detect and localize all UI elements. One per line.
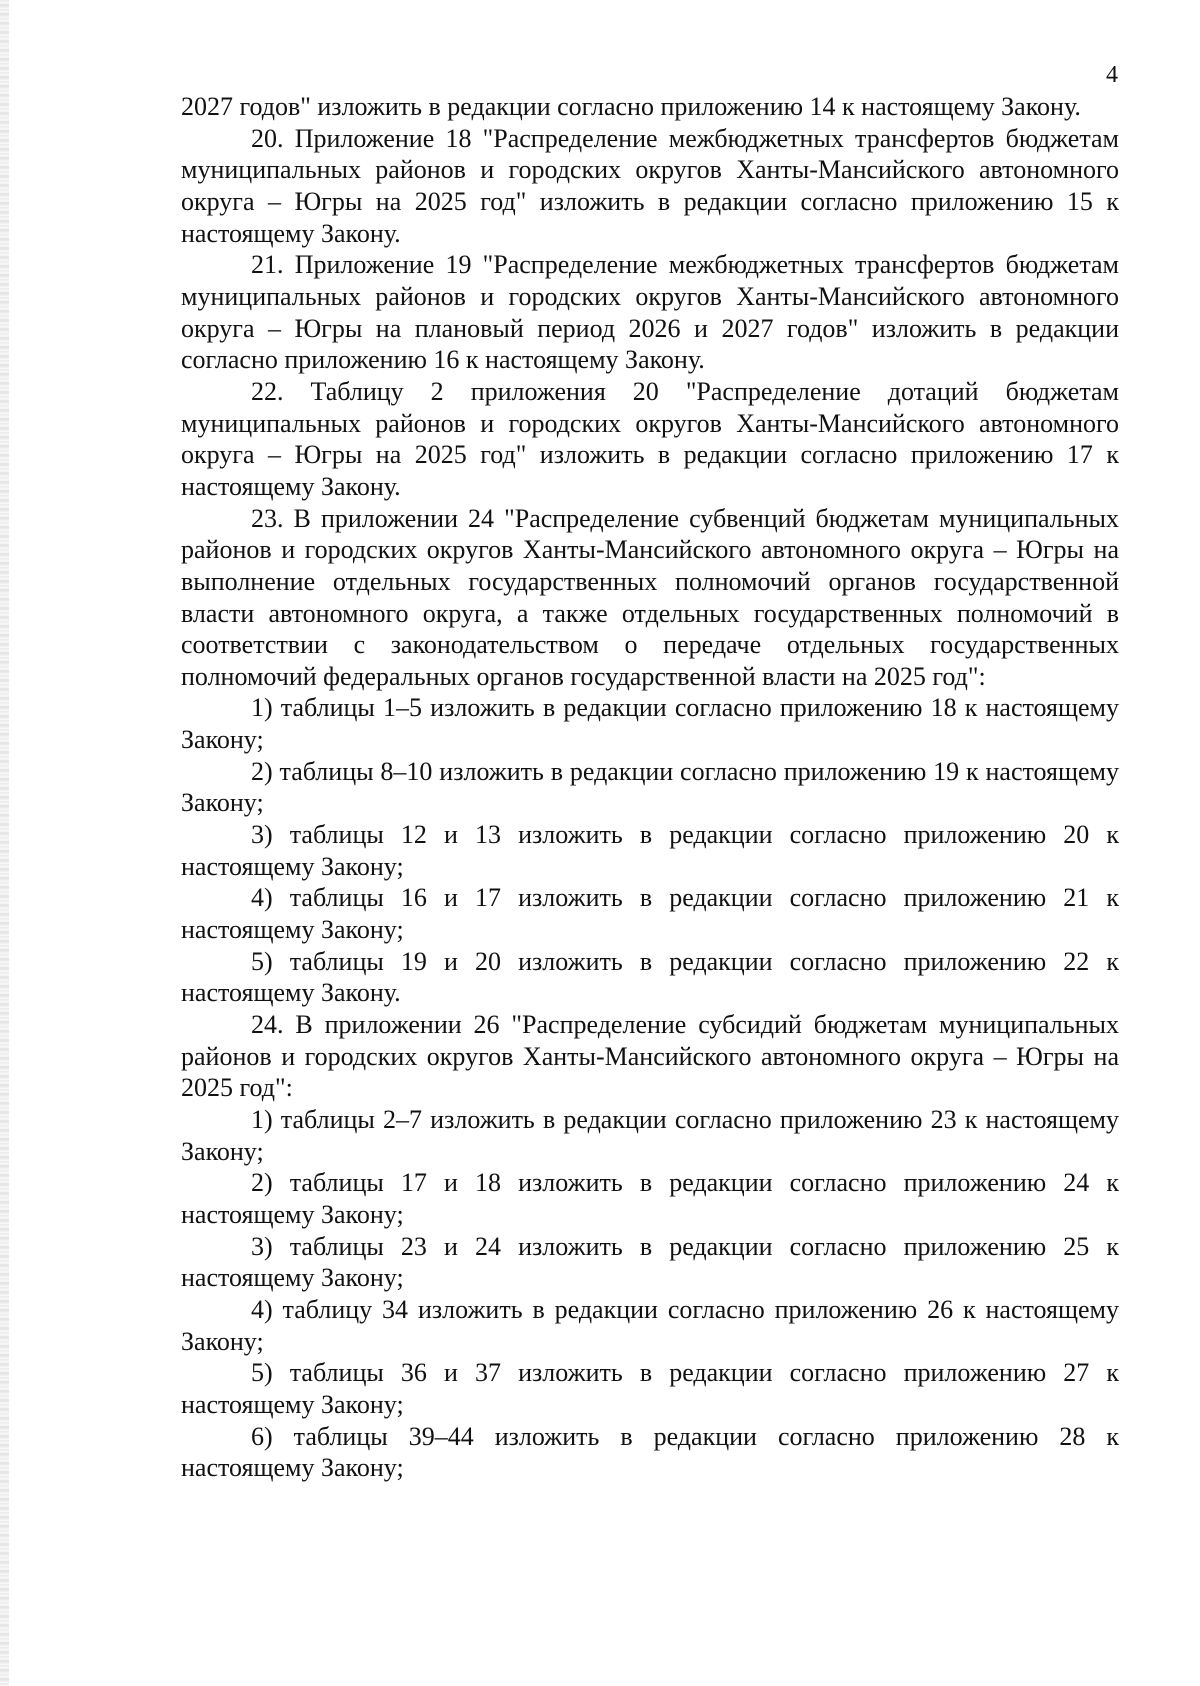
paragraph: 24. В приложении 26 "Распределение субсидий бюджетам муниципальных районов и городских округов Ханты-Мансийского автономного округа – Югры на 2025 год": xyxy=(181,1010,1119,1103)
paragraph: 4) таблицы 16 и 17 изложить в редакции согласно приложению 21 к настоящему Закону; xyxy=(181,883,1119,945)
paragraph: 2027 годов" изложить в редакции согласно приложению 14 к настоящему Закону. xyxy=(181,92,1081,121)
paragraph: 3) таблицы 23 и 24 изложить в редакции согласно приложению 25 к настоящему Закону; xyxy=(181,1231,1119,1293)
document-body xyxy=(181,91,1119,1484)
paragraph: 3) таблицы 12 и 13 изложить в редакции согласно приложению 20 к настоящему Закону; xyxy=(181,820,1119,881)
paragraph: 4) таблицу 34 изложить в редакции согласно приложению 26 к настоящему Закону; xyxy=(181,1294,1119,1356)
paragraph: 20. Приложение 18 "Распределение межбюджетных трансфертов бюджетам муниципальных районов и городских округов Ханты-Мансийского автономного округа – Югры на 2025 год" изложить в редакции согласно приложению 15 к настоящему Закону. xyxy=(181,123,1119,248)
paragraph: 21. Приложение 19 "Распределение межбюджетных трансфертов бюджетам муниципальных районов и городских округов Ханты-Мансийского автономного округа – Югры на плановый период 2026 и 2027 годов" изложить в редакции согласно приложению 16 к настоящему Закону. xyxy=(181,250,1119,375)
paragraph: 6) таблицы 39–44 изложить в редакции согласно приложению 28 к настоящему Закону; xyxy=(181,1421,1119,1483)
paragraph: 2) таблицы 17 и 18 изложить в редакции согласно приложению 24 к настоящему Закону; xyxy=(181,1168,1119,1229)
scan-edge xyxy=(0,0,9,1686)
paragraph: 5) таблицы 19 и 20 изложить в редакции согласно приложению 22 к настоящему Закону. xyxy=(181,946,1119,1008)
paragraph: 1) таблицы 2–7 изложить в редакции согласно приложению 23 к настоящему Закону; xyxy=(181,1105,1119,1166)
paragraph: 1) таблицы 1–5 изложить в редакции согласно приложению 18 к настоящему Закону; xyxy=(181,693,1119,755)
paragraph: 2) таблицы 8–10 изложить в редакции согласно приложению 19 к настоящему Закону; xyxy=(181,756,1119,818)
paragraph: 22. Таблицу 2 приложения 20 "Распределение дотаций бюджетам муниципальных районов и городских округов Ханты-Мансийского автономного округа – Югры на 2025 год" изложить в редакции согласно приложению 17 к настоящему Закону. xyxy=(181,376,1119,501)
paragraph: 23. В приложении 24 "Распределение субвенций бюджетам муниципальных районов и городских округов Ханты-Мансийского автономного округа – Югры на выполнение отдельных государственных полномочий органов государственной власти автономного округа, а также отдельных государственных полномочий в соответствии с законодательством о передаче отдельных государственных полномочий федеральных органов государственной власти на 2025 год": xyxy=(181,503,1119,691)
page-number: 4 xyxy=(1106,62,1118,88)
paragraph: 5) таблицы 36 и 37 изложить в редакции согласно приложению 27 к настоящему Закону; xyxy=(181,1358,1119,1419)
